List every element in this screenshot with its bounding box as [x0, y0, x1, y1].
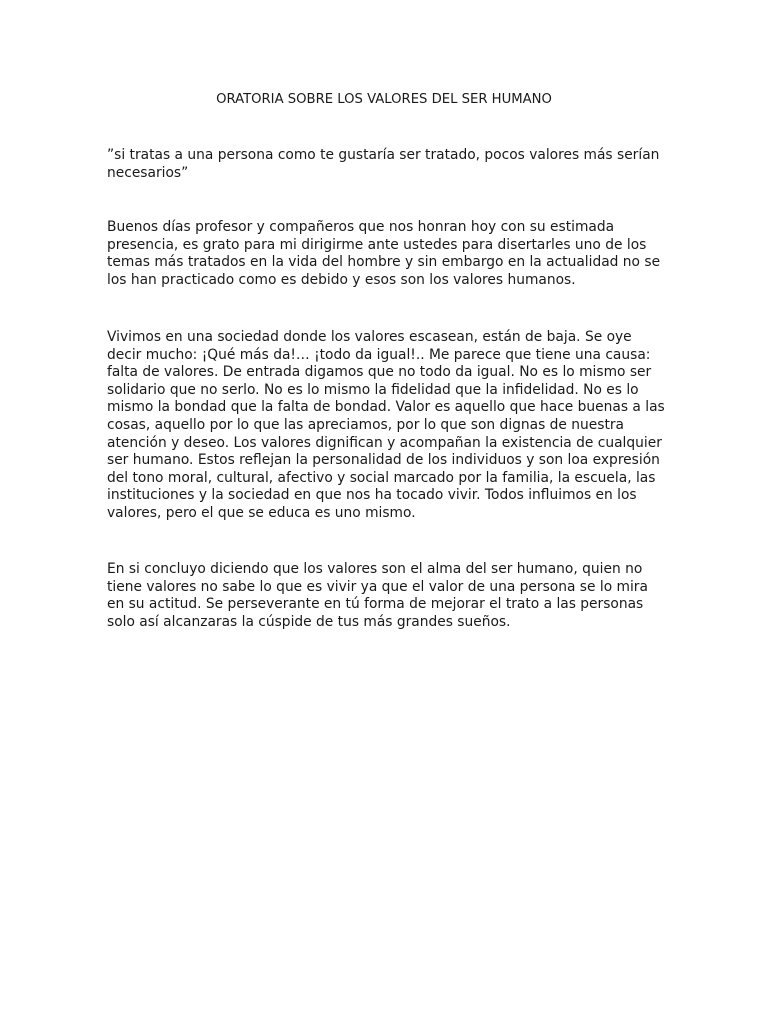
opening-quote: ”si tratas a una persona como te gustaría ser tratado, pocos valores más serían necesarios” [107, 147, 660, 181]
paragraph-introduction: Buenos días profesor y compañeros que nos honran hoy con su estimada presencia, es grato para mi dirigirme ante ustedes para disertarles uno de los temas más tratados en la vida del hombre y sin embargo en la actualidad no se los han practicado como es debido y esos son los valores humanos. [107, 219, 661, 288]
paragraph-conclusion: En si concluyo diciendo que los valores son el alma del ser humano, quien no tiene valores no sabe lo que es vivir ya que el valor de una persona se lo mira en su actitud. Se perseverante en tú forma de mejorar el trato a las personas solo así alcanzaras la cúspide de tus más grandes sueños. [107, 561, 648, 630]
paragraph-body: Vivimos en una sociedad donde los valores escasean, están de baja. Se oye decir mucho: ¡Qué más da!… ¡todo da igual!.. Me parece que tiene una causa: falta de valores. De entrada digamos que no todo da igual. No es lo mismo ser solidario que no serlo. No es lo mismo la fidelidad que la infidelidad. No es lo mismo la bondad que la falta de bondad. Valor es aquello que hace buenas a las cosas, aquello por lo que las apreciamos, por lo que son dignas de nuestra atención y deseo. Los valores dignifican y acompañan la existencia de cualquier ser humano. Estos reflejan la personalidad de los individuos y son loa expresión del tono moral, cultural, afectivo y social marcado por la familia, la escuela, las instituciones y la sociedad en que nos ha tocado vivir. Todos influimos en los valores, pero el que se educa es uno mismo. [107, 329, 665, 521]
document-title: ORATORIA SOBRE LOS VALORES DEL SER HUMANO [216, 92, 552, 107]
